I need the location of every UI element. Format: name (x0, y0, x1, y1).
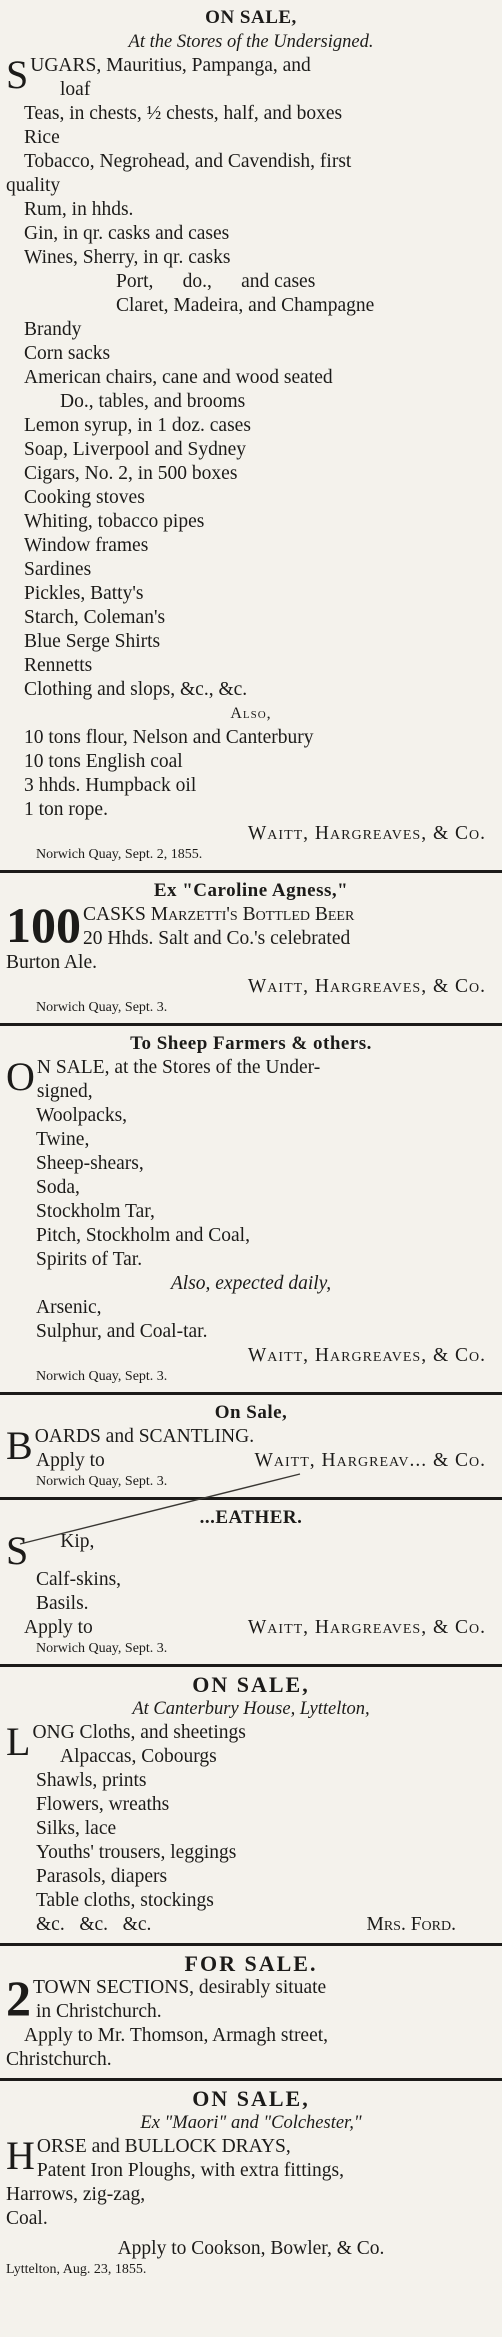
ad-line: Apply to Mr. Thomson, Armagh street, (24, 2025, 329, 2046)
ad-sheep-farmers (0, 1032, 502, 1386)
ad-first-line: CASKS Marzetti's Bottled Beer (83, 904, 355, 925)
ad-line: Stockholm Tar, (36, 1201, 155, 1222)
ad-heading: FOR SALE. (184, 1951, 318, 1976)
ad-line: Flowers, wreaths (36, 1794, 170, 1815)
ad-line: Soda, (36, 1177, 80, 1198)
ad-line: 20 Hhds. Salt and Co.'s celebrated (83, 928, 351, 949)
ad-signature: Waitt, Hargreaves, & Co. (247, 1345, 486, 1366)
ad-first-line: UGARS, Mauritius, Pampanga, and (30, 55, 311, 76)
ad-line: Arsenic, (36, 1297, 102, 1318)
drop-cap: S (6, 52, 29, 97)
ad-date: Norwich Quay, Sept. 3. (36, 1474, 168, 1489)
ad-line: Rice (24, 127, 60, 148)
ad-heading: ...EATHER. (199, 1507, 303, 1528)
ad-heading: On Sale, (214, 1402, 288, 1423)
ad-line: Blue Serge Shirts (24, 631, 161, 652)
ad-line: 10 tons flour, Nelson and Canterbury (24, 727, 314, 748)
ad-also: Also, (230, 705, 272, 722)
ad-line: Starch, Coleman's (24, 607, 166, 628)
column-rule (0, 870, 502, 873)
ad-line: signed, (36, 1081, 93, 1102)
ad-line: Calf-skins, (36, 1569, 122, 1590)
ad-heading: To Sheep Farmers & others. (130, 1033, 372, 1054)
drop-cap: O (6, 1054, 35, 1099)
column-rule (0, 1943, 502, 1946)
ad-line: Alpaccas, Cobourgs (60, 1746, 217, 1767)
ad-line: Pitch, Stockholm and Coal, (36, 1225, 250, 1246)
column-rule (0, 1023, 502, 1026)
ad-signature: Waitt, Hargreaves, & Co. (247, 823, 486, 844)
ad-line: Clothing and slops, &c., &c. (24, 679, 248, 700)
ad-heading: ON SALE, (192, 1672, 310, 1697)
ad-on-sale-stores (0, 6, 502, 864)
ad-line: Window frames (24, 535, 149, 556)
ad-line: Woolpacks, (36, 1105, 128, 1126)
ad-caroline-agness (0, 879, 502, 1017)
ad-horse-drays (0, 2087, 502, 2279)
ad-line: 3 hhds. Humpback oil (24, 775, 197, 796)
ad-line: Parasols, diapers (36, 1866, 168, 1887)
ad-line: Lemon syrup, in 1 doz. cases (24, 415, 251, 436)
ad-boards-scantling (0, 1401, 502, 1491)
drop-cap: B (6, 1423, 33, 1468)
ad-town-sections (0, 1952, 502, 2072)
ad-line: Basils. (36, 1593, 89, 1614)
ad-line: Table cloths, stockings (36, 1890, 214, 1911)
drop-numeral: 100 (6, 897, 81, 953)
ad-first-line: ONG Cloths, and sheetings (32, 1722, 246, 1743)
ad-line: Kip, (60, 1531, 95, 1552)
ad-date: Lyttelton, Aug. 23, 1855. (6, 2262, 147, 2277)
column-rule (0, 1392, 502, 1395)
ad-line: Twine, (36, 1129, 90, 1150)
ad-line: American chairs, cane and wood seated (24, 367, 333, 388)
ad-line: Claret, Madeira, and Champagne (116, 295, 375, 316)
ad-line: Spirits of Tar. (36, 1249, 143, 1270)
ad-first-line: ORSE and BULLOCK DRAYS, (36, 2136, 291, 2157)
ad-line: Gin, in qr. casks and cases (24, 223, 230, 244)
ad-apply: Apply to (24, 1617, 93, 1638)
ad-first-line: N SALE, at the Stores of the Under- (36, 1057, 321, 1078)
ad-line: Christchurch. (6, 2049, 112, 2070)
ad-line: Sulphur, and Coal-tar. (36, 1321, 208, 1342)
ad-subheading: At the Stores of the Undersigned. (128, 32, 374, 52)
ad-line: &c. &c. &c. (36, 1914, 152, 1935)
ad-signature: Waitt, Hargreaves, & Co. (247, 1617, 486, 1638)
ad-heading: ON SALE, (192, 2086, 310, 2111)
ad-also: Also, expected daily, (170, 1273, 332, 1294)
ad-signature: Waitt, Hargreaves, & Co. (247, 976, 486, 997)
ad-line: Pickles, Batty's (24, 583, 144, 604)
ad-line: Tobacco, Negrohead, and Cavendish, first (24, 151, 352, 172)
ad-first-line: TOWN SECTIONS, desirably situate (33, 1977, 327, 1998)
ad-apply: Apply to (36, 1450, 105, 1471)
ad-line: Sardines (24, 559, 92, 580)
ad-line: Sheep-shears, (36, 1153, 144, 1174)
ad-line: Wines, Sherry, in qr. casks (24, 247, 231, 268)
ad-canterbury-house (0, 1673, 502, 1937)
ad-first-line: OARDS and SCANTLING. (34, 1426, 255, 1447)
ad-heading: Ex "Caroline Agness," (153, 880, 349, 901)
ad-subheading: Ex "Maori" and "Colchester," (140, 2113, 362, 2133)
ad-line: loaf (60, 79, 91, 100)
ad-leather (0, 1506, 502, 1658)
drop-numeral: 2 (6, 1970, 31, 2026)
ad-line: Harrows, zig-zag, (6, 2184, 146, 2205)
ad-line: Teas, in chests, ½ chests, half, and boxes (24, 103, 343, 124)
drop-cap: L (6, 1719, 31, 1764)
drop-cap: S (6, 1528, 29, 1573)
ad-line: Burton Ale. (6, 952, 97, 973)
ad-line: Rennetts (24, 655, 93, 676)
ad-date: Norwich Quay, Sept. 3. (36, 1000, 168, 1015)
ad-subheading: At Canterbury House, Lyttelton, (132, 1699, 370, 1719)
ad-line: in Christchurch. (36, 2001, 162, 2022)
ad-date: Norwich Quay, Sept. 3. (36, 1369, 168, 1384)
drop-cap: H (6, 2133, 35, 2178)
ad-line: Shawls, prints (36, 1770, 147, 1791)
ad-line: quality (6, 175, 61, 196)
ad-date: Norwich Quay, Sept. 3. (36, 1641, 168, 1656)
ad-heading: ON SALE, (205, 7, 297, 28)
ad-line: Cigars, No. 2, in 500 boxes (24, 463, 238, 484)
ad-line: Coal. (6, 2208, 48, 2229)
ad-line: Rum, in hhds. (24, 199, 134, 220)
ad-line: Soap, Liverpool and Sydney (24, 439, 247, 460)
ad-date: Norwich Quay, Sept. 2, 1855. (36, 847, 203, 862)
ad-line: Port, do., and cases (116, 271, 316, 292)
ad-apply: Apply to Cookson, Bowler, & Co. (117, 2238, 385, 2259)
ad-signature: Mrs. Ford. (366, 1914, 456, 1935)
ad-line: Silks, lace (36, 1818, 117, 1839)
ad-line: Brandy (24, 319, 82, 340)
column-rule (0, 1664, 502, 1667)
column-rule (0, 2078, 502, 2081)
ad-line: Cooking stoves (24, 487, 145, 508)
ad-line: Corn sacks (24, 343, 111, 364)
ad-line: Youths' trousers, leggings (36, 1842, 237, 1863)
ad-line: Patent Iron Ploughs, with extra fittings, (36, 2160, 344, 2181)
ad-line: 10 tons English coal (24, 751, 183, 772)
ad-line: 1 ton rope. (24, 799, 108, 820)
column-rule (0, 1497, 502, 1500)
ad-line: Do., tables, and brooms (60, 391, 246, 412)
ad-signature: Waitt, Hargreav... & Co. (254, 1450, 486, 1471)
ad-line: Whiting, tobacco pipes (24, 511, 205, 532)
